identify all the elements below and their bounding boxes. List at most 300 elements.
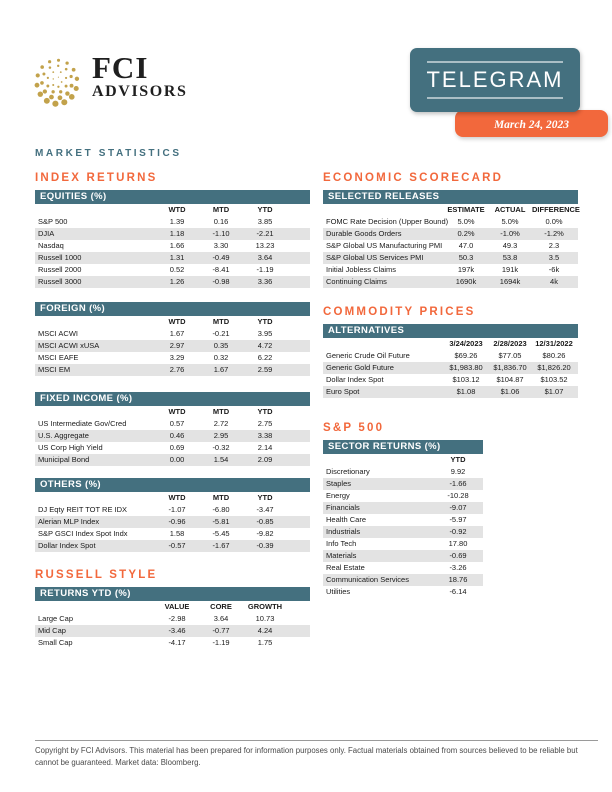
cell-value: -5.81 (212, 517, 230, 526)
column-header-spacer (287, 406, 310, 418)
row-label: Financials (326, 503, 360, 512)
row-label: MSCI ACWI (38, 329, 79, 338)
column-header-spacer (287, 204, 310, 216)
cell-value: -9.07 (449, 503, 467, 512)
row-spacer (287, 625, 310, 637)
column-header: YTD (257, 205, 273, 214)
table-row (35, 637, 310, 649)
row-label: Euro Spot (326, 387, 360, 396)
cell-value: $1.07 (544, 387, 564, 396)
cell-value: -10.28 (447, 491, 469, 500)
table-row (35, 252, 310, 264)
row-spacer (287, 637, 310, 649)
cell-value: $1,983.80 (449, 363, 483, 372)
cell-value: $1,836.70 (493, 363, 527, 372)
column-header: 2/28/2023 (493, 339, 527, 348)
cell-value: 2.3 (548, 241, 560, 250)
row-spacer (576, 350, 578, 362)
row-spacer (482, 478, 483, 490)
table-row (35, 418, 310, 430)
cell-value: $1.08 (456, 387, 476, 396)
data-table (35, 601, 310, 649)
cell-value: $1,826.20 (537, 363, 571, 372)
cell-value: 3.38 (257, 431, 273, 440)
table-row (35, 516, 310, 528)
fci-globe-icon (33, 53, 83, 113)
column-header: MTD (212, 493, 230, 502)
table-row (323, 252, 578, 264)
row-spacer (482, 538, 483, 550)
table-row (35, 430, 310, 442)
cell-value: 2.75 (257, 419, 273, 428)
row-label: Generic Gold Future (326, 363, 394, 372)
column-header: ESTIMATE (447, 205, 485, 214)
row-spacer (482, 502, 483, 514)
cell-value: -3.26 (449, 563, 467, 572)
row-spacer (287, 454, 310, 466)
table-row (35, 613, 310, 625)
row-spacer (482, 514, 483, 526)
column-header: CORE (210, 602, 232, 611)
cell-value: 1.26 (169, 277, 185, 286)
cell-value: 1.31 (169, 253, 185, 262)
cell-value: 3.64 (257, 253, 273, 262)
cell-value: -0.39 (256, 541, 274, 550)
data-table (323, 338, 578, 398)
others-table (35, 478, 310, 552)
cell-value: 0.2% (457, 229, 475, 238)
cell-value: -0.69 (449, 551, 467, 560)
cell-value: 0.32 (213, 353, 229, 362)
row-label: Small Cap (38, 638, 73, 647)
sector-returns-table (323, 440, 483, 598)
row-label: S&P 500 (38, 217, 68, 226)
column-header: 12/31/2022 (535, 339, 573, 348)
cell-value: -1.07 (168, 505, 186, 514)
cell-value: 1.18 (169, 229, 185, 238)
column-header-spacer (35, 406, 155, 418)
cell-value: 17.80 (448, 539, 468, 548)
row-spacer (576, 362, 578, 374)
section-heading-economic-scorecard: ECONOMIC SCORECARD (323, 172, 504, 184)
cell-value: 2.59 (257, 365, 273, 374)
cell-value: 6.22 (257, 353, 273, 362)
cell-value: $69.26 (454, 351, 478, 360)
cell-value: -0.57 (168, 541, 186, 550)
column-header: GROWTH (247, 602, 283, 611)
fci-logo-text (92, 50, 188, 100)
column-header: WTD (168, 317, 186, 326)
cell-value: 0.0% (545, 217, 563, 226)
column-header: WTD (168, 407, 186, 416)
column-header-spacer (576, 338, 578, 350)
cell-value: -3.47 (256, 505, 274, 514)
left-column (35, 172, 310, 662)
cell-value: 2.14 (257, 443, 273, 452)
column-header-spacer (35, 601, 155, 613)
foreign-table (35, 302, 310, 376)
column-header-row (35, 492, 310, 504)
row-label: US Intermediate Gov/Cred (38, 419, 127, 428)
data-table (35, 316, 310, 376)
row-label: Materials (326, 551, 357, 560)
cell-value: 2.97 (169, 341, 185, 350)
row-label: DJIA (38, 229, 55, 238)
row-label: Utilities (326, 587, 351, 596)
cell-value: 50.3 (458, 253, 474, 262)
cell-value: 1694k (499, 277, 521, 286)
cell-value: -0.98 (212, 277, 230, 286)
row-label: Municipal Bond (38, 455, 90, 464)
row-spacer (576, 240, 578, 252)
logo-name-top: FCI (92, 50, 149, 85)
cell-value: 4.72 (257, 341, 273, 350)
table-row (35, 328, 310, 340)
russell-style-table (35, 587, 310, 649)
table-row (35, 625, 310, 637)
cell-value: $77.05 (498, 351, 522, 360)
row-label: Russell 2000 (38, 265, 82, 274)
cell-value: 1.54 (213, 455, 229, 464)
cell-value: -1.66 (449, 479, 467, 488)
row-spacer (482, 490, 483, 502)
cell-value: 3.64 (213, 614, 229, 623)
row-label: Health Care (326, 515, 367, 524)
row-spacer (482, 586, 483, 598)
cell-value: -5.45 (212, 529, 230, 538)
row-label: Communication Services (326, 575, 409, 584)
table-row (323, 276, 578, 288)
column-header-spacer (35, 492, 155, 504)
table-row (323, 550, 483, 562)
row-spacer (576, 228, 578, 240)
row-spacer (482, 562, 483, 574)
row-spacer (287, 352, 310, 364)
row-spacer (287, 216, 310, 228)
row-spacer (287, 228, 310, 240)
column-header: YTD (450, 455, 466, 464)
column-header-spacer (323, 338, 444, 350)
row-spacer (287, 442, 310, 454)
column-header: MTD (212, 317, 230, 326)
cell-value: 47.0 (458, 241, 474, 250)
column-header-row (35, 601, 310, 613)
cell-value: -0.92 (449, 527, 467, 536)
row-spacer (482, 466, 483, 478)
footer-line-2: cannot be guaranteed. Market data: Bloomberg. (35, 757, 201, 767)
cell-value: 1.58 (169, 529, 185, 538)
table-title-bar: SELECTED RELEASES (323, 190, 578, 204)
column-header-spacer (323, 204, 444, 216)
table-row (35, 352, 310, 364)
cell-value: $103.52 (540, 375, 568, 384)
row-label: FOMC Rate Decision (Upper Bound) (326, 217, 449, 226)
column-header-row (323, 204, 578, 216)
row-label: Mid Cap (38, 626, 66, 635)
column-header: ACTUAL (494, 205, 526, 214)
fci-logo (33, 50, 188, 113)
row-spacer (576, 216, 578, 228)
badge-rule-top (427, 61, 563, 63)
table-row (35, 528, 310, 540)
table-row (323, 362, 578, 374)
cell-value: 0.35 (213, 341, 229, 350)
cell-value: 0.16 (213, 217, 229, 226)
table-row (35, 228, 310, 240)
table-title-bar: RETURNS YTD (%) (35, 587, 310, 601)
row-spacer (482, 550, 483, 562)
cell-value: 4k (550, 277, 558, 286)
cell-value: 197k (457, 265, 475, 274)
cell-value: $1.06 (500, 387, 520, 396)
cell-value: -1.19 (212, 638, 230, 647)
row-spacer (287, 264, 310, 276)
right-column (323, 172, 578, 611)
column-header: MTD (212, 407, 230, 416)
row-spacer (576, 386, 578, 398)
section-heading-sp500: S&P 500 (323, 422, 385, 434)
selected-releases-table (323, 190, 578, 288)
row-label: Industrials (326, 527, 361, 536)
cell-value: -0.96 (168, 517, 186, 526)
row-label: Continuing Claims (326, 277, 387, 286)
row-label: S&P Global US Manufacturing PMI (326, 241, 443, 250)
column-header: DIFFERENCE (532, 205, 580, 214)
cell-value: -4.17 (168, 638, 186, 647)
cell-value: -8.41 (212, 265, 230, 274)
table-row (323, 562, 483, 574)
cell-value: 0.52 (169, 265, 185, 274)
table-row (323, 502, 483, 514)
cell-value: -6.14 (449, 587, 467, 596)
table-title-bar: ALTERNATIVES (323, 324, 578, 338)
column-header: 3/24/2023 (449, 339, 483, 348)
row-label: Russell 1000 (38, 253, 82, 262)
cell-value: 9.92 (450, 467, 466, 476)
row-spacer (287, 516, 310, 528)
row-label: US Corp High Yield (38, 443, 103, 452)
fixed-income-table (35, 392, 310, 466)
row-spacer (482, 574, 483, 586)
cell-value: 3.85 (257, 217, 273, 226)
column-header: YTD (257, 493, 273, 502)
data-table (323, 204, 578, 288)
table-row (35, 540, 310, 552)
row-label: S&P Global US Services PMI (326, 253, 424, 262)
data-table (35, 204, 310, 288)
row-label: Staples (326, 479, 352, 488)
cell-value: 2.72 (213, 419, 229, 428)
row-label: S&P GSCI Index Spot Indx (38, 529, 128, 538)
data-table (35, 406, 310, 466)
column-header-spacer (35, 204, 155, 216)
badge-rule-bottom (427, 97, 563, 99)
row-spacer (287, 364, 310, 376)
table-row (323, 350, 578, 362)
cell-value: 0.46 (169, 431, 185, 440)
row-label: Large Cap (38, 614, 74, 623)
footer-disclaimer (35, 740, 598, 768)
column-header: VALUE (164, 602, 190, 611)
cell-value: 3.95 (257, 329, 273, 338)
cell-value: 0.69 (169, 443, 185, 452)
footer-line-1: Copyright by FCI Advisors. This material has been prepared for information purposes only. Factual materials obtained from sources believed to be reliable but (35, 746, 578, 755)
table-row (35, 340, 310, 352)
table-row (323, 586, 483, 598)
row-spacer (287, 418, 310, 430)
cell-value: -1.0% (500, 229, 520, 238)
row-spacer (576, 374, 578, 386)
row-spacer (287, 613, 310, 625)
row-label: Dollar Index Spot (38, 541, 96, 550)
row-label: Energy (326, 491, 350, 500)
row-label: Alerian MLP Index (38, 517, 100, 526)
cell-value: -3.46 (168, 626, 186, 635)
row-spacer (287, 328, 310, 340)
table-title-bar: EQUITIES (%) (35, 190, 310, 204)
column-header-row (35, 406, 310, 418)
column-header-spacer (323, 454, 434, 466)
cell-value: 191k (501, 265, 519, 274)
column-header-row (35, 316, 310, 328)
row-label: Durable Goods Orders (326, 229, 402, 238)
equities-table (35, 190, 310, 288)
cell-value: -1.67 (212, 541, 230, 550)
cell-value: -6k (548, 265, 560, 274)
row-label: Generic Crude Oil Future (326, 351, 410, 360)
column-header: YTD (257, 317, 273, 326)
cell-value: $80.26 (542, 351, 566, 360)
cell-value: 3.36 (257, 277, 273, 286)
cell-value: 2.09 (257, 455, 273, 464)
row-label: DJ Eqty REIT TOT RE IDX (38, 505, 128, 514)
row-label: MSCI EM (38, 365, 71, 374)
row-label: Info Tech (326, 539, 357, 548)
column-header-spacer (287, 492, 310, 504)
table-row (323, 514, 483, 526)
cell-value: -6.80 (212, 505, 230, 514)
cell-value: 5.0% (501, 217, 519, 226)
row-label: MSCI EAFE (38, 353, 79, 362)
cell-value: -1.2% (544, 229, 564, 238)
row-spacer (287, 240, 310, 252)
table-row (35, 442, 310, 454)
badge-title: TELEGRAM (426, 67, 564, 92)
row-spacer (287, 528, 310, 540)
cell-value: -0.85 (256, 517, 274, 526)
table-row (323, 264, 578, 276)
column-header-spacer (482, 454, 483, 466)
cell-value: -2.21 (256, 229, 274, 238)
column-header-row (35, 204, 310, 216)
row-spacer (482, 526, 483, 538)
row-label: Real Estate (326, 563, 365, 572)
table-row (35, 364, 310, 376)
row-spacer (287, 540, 310, 552)
table-title-bar: SECTOR RETURNS (%) (323, 440, 483, 454)
table-title-bar: OTHERS (%) (35, 478, 310, 492)
column-header-row (323, 454, 483, 466)
cell-value: 5.0% (457, 217, 475, 226)
data-table (35, 492, 310, 552)
cell-value: 1.67 (169, 329, 185, 338)
cell-value: -0.49 (212, 253, 230, 262)
date-ribbon (455, 110, 608, 137)
table-row (323, 526, 483, 538)
row-spacer (287, 340, 310, 352)
column-header: WTD (168, 205, 186, 214)
table-row (323, 574, 483, 586)
table-row (323, 374, 578, 386)
table-row (323, 538, 483, 550)
cell-value: 0.00 (169, 455, 185, 464)
row-label: MSCI ACWI xUSA (38, 341, 100, 350)
cell-value: -1.19 (256, 265, 274, 274)
table-title-bar: FIXED INCOME (%) (35, 392, 310, 406)
section-heading-russell-style: RUSSELL STYLE (35, 569, 158, 581)
cell-value: $103.12 (452, 375, 480, 384)
cell-value: -9.82 (256, 529, 274, 538)
cell-value: 1.67 (213, 365, 229, 374)
column-header-spacer (287, 601, 310, 613)
row-spacer (576, 264, 578, 276)
row-label: Initial Jobless Claims (326, 265, 397, 274)
page-title: MARKET STATISTICS (35, 148, 182, 159)
section-heading-commodity-prices: COMMODITY PRICES (323, 306, 476, 318)
cell-value: -1.10 (212, 229, 230, 238)
report-date: March 24, 2023 (493, 119, 570, 131)
cell-value: -2.98 (168, 614, 186, 623)
table-row (323, 216, 578, 228)
cell-value: 0.57 (169, 419, 185, 428)
column-header-spacer (287, 316, 310, 328)
alternatives-table (323, 324, 578, 398)
cell-value: 1690k (455, 277, 477, 286)
table-row (323, 466, 483, 478)
telegram-badge (410, 48, 580, 112)
table-row (35, 264, 310, 276)
table-title-bar: FOREIGN (%) (35, 302, 310, 316)
cell-value: 3.5 (548, 253, 560, 262)
table-row (323, 386, 578, 398)
column-header: WTD (168, 493, 186, 502)
cell-value: -5.97 (449, 515, 467, 524)
column-header-row (323, 338, 578, 350)
cell-value: 2.95 (213, 431, 229, 440)
cell-value: 10.73 (255, 614, 275, 623)
cell-value: 1.75 (257, 638, 273, 647)
section-heading-index-returns: INDEX RETURNS (35, 172, 158, 184)
cell-value: 3.29 (169, 353, 185, 362)
cell-value: 4.24 (257, 626, 273, 635)
cell-value: 2.76 (169, 365, 185, 374)
row-spacer (576, 252, 578, 264)
row-label: Nasdaq (38, 241, 64, 250)
table-row (323, 490, 483, 502)
row-label: Russell 3000 (38, 277, 82, 286)
table-row (35, 216, 310, 228)
cell-value: 1.39 (169, 217, 185, 226)
cell-value: -0.32 (212, 443, 230, 452)
table-row (35, 504, 310, 516)
table-row (323, 228, 578, 240)
row-spacer (576, 276, 578, 288)
data-table (323, 454, 483, 598)
cell-value: -0.77 (212, 626, 230, 635)
cell-value: $104.87 (496, 375, 524, 384)
row-spacer (287, 276, 310, 288)
column-header: MTD (212, 205, 230, 214)
